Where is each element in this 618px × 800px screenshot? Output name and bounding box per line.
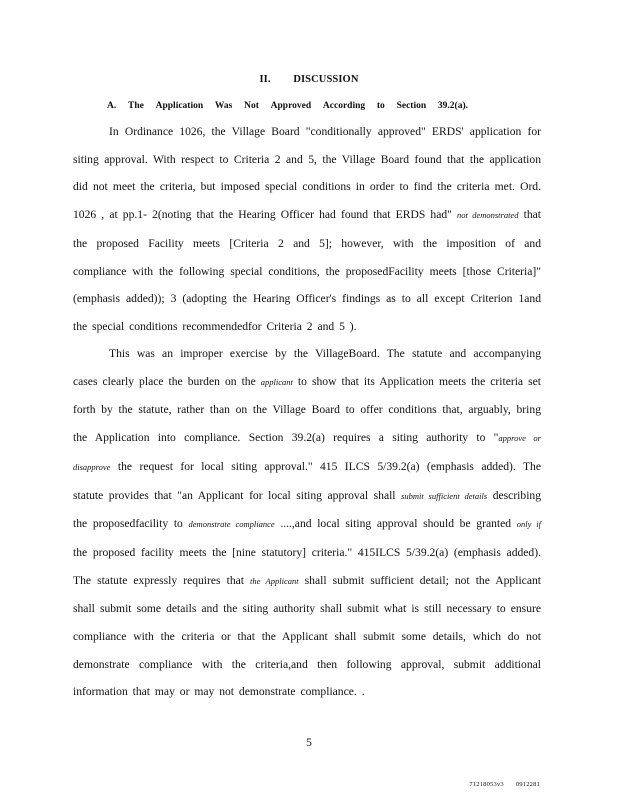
section-title: DISCUSSION	[293, 74, 359, 85]
paragraph-ordinance	[73, 118, 541, 341]
para1-italic-a: not demonstrated	[457, 210, 519, 221]
para2-italic-e: only if	[516, 519, 541, 530]
para2-text-c: the request for local siting approval." 415 ILCS 5/39.2(a) (emphasis added). The statute provides that "an Applicant for local siting approval shall	[73, 459, 541, 502]
subsection-heading	[107, 101, 468, 111]
para2-text-a: This was an improper exercise by the VillageBoard. The statute and accompanying cases clearly place the burden on the	[73, 347, 541, 388]
subheading-word: Application	[155, 101, 204, 111]
doc-code: 0912281	[515, 781, 540, 788]
para1-text-b: that the proposed Facility meets [Criteria 2 and 5]; however, with the imposition of and compliance with the following special conditions, the proposedFacility meets [those Criteria]" (emphasis added)); 3 (adopting the Hearing Officer's findings as to all except Criterion 1and the special conditions recommendedfor Criteria 2 and 5 ).	[73, 208, 541, 333]
para2-italic-d: demonstrate compliance	[188, 519, 275, 530]
para2-text-d: describing the proposedfacility to	[73, 488, 542, 531]
subheading-word: Section	[396, 101, 427, 111]
subheading-word: According	[322, 101, 366, 111]
subheading-word: Not	[244, 101, 259, 111]
subheading-word: Was	[214, 101, 233, 111]
section-heading	[0, 74, 618, 85]
section-number: II.	[259, 74, 271, 85]
subheading-word: to	[376, 101, 385, 111]
subheading-word: 39.2(a).	[437, 101, 468, 111]
para2-text-b: to show that its Application meets the criteria set forth by the statute, rather than on the Village Board to offer conditions that, arguably, bring the Application into compliance. Section 39.2(a) requires a siting authority to "	[73, 374, 541, 445]
subheading-word: Approved	[270, 101, 312, 111]
para2-text-g: shall submit sufficient detail; not the Applicant shall submit some details and the siting authority shall submit what is still necessary to ensure compliance with the criteria or that the Applicant shall submit some details, which do not demonstrate compliance with the criteria,and then following approval, submit additional information that may or may not demonstrate compliance. .	[73, 573, 541, 699]
doc-id: 71218053v3	[469, 781, 504, 788]
para2-text-e: ....,and local siting approval should be granted	[280, 517, 512, 531]
paragraph-improper-exercise	[73, 340, 541, 706]
para1-text-a: In Ordinance 1026, the Village Board "conditionally approved" ERDS' application for siting approval. With respect to Criteria 2 and 5, the Village Board found that the application did not meet the criteria, but imposed special conditions in order to find the criteria met. Ord. 1026 , at pp.1- 2(noting that the Hearing Officer had found that ERDS had"	[73, 125, 541, 222]
subheading-word: The	[128, 101, 144, 111]
para2-italic-a: applicant	[260, 376, 293, 387]
para2-text-f: the proposed facility meets the [nine statutory] criteria." 415ILCS 5/39.2(a) (emphasis added). The statute expressly requires that	[73, 545, 541, 587]
para2-italic-b: approve or disapprove	[73, 433, 541, 472]
para2-italic-c: submit sufficient details	[401, 490, 488, 501]
document-identifier	[469, 781, 540, 788]
subheading-word: A.	[107, 101, 117, 111]
page-number: 5	[306, 737, 312, 749]
para2-italic-f: the Applicant	[250, 575, 299, 586]
